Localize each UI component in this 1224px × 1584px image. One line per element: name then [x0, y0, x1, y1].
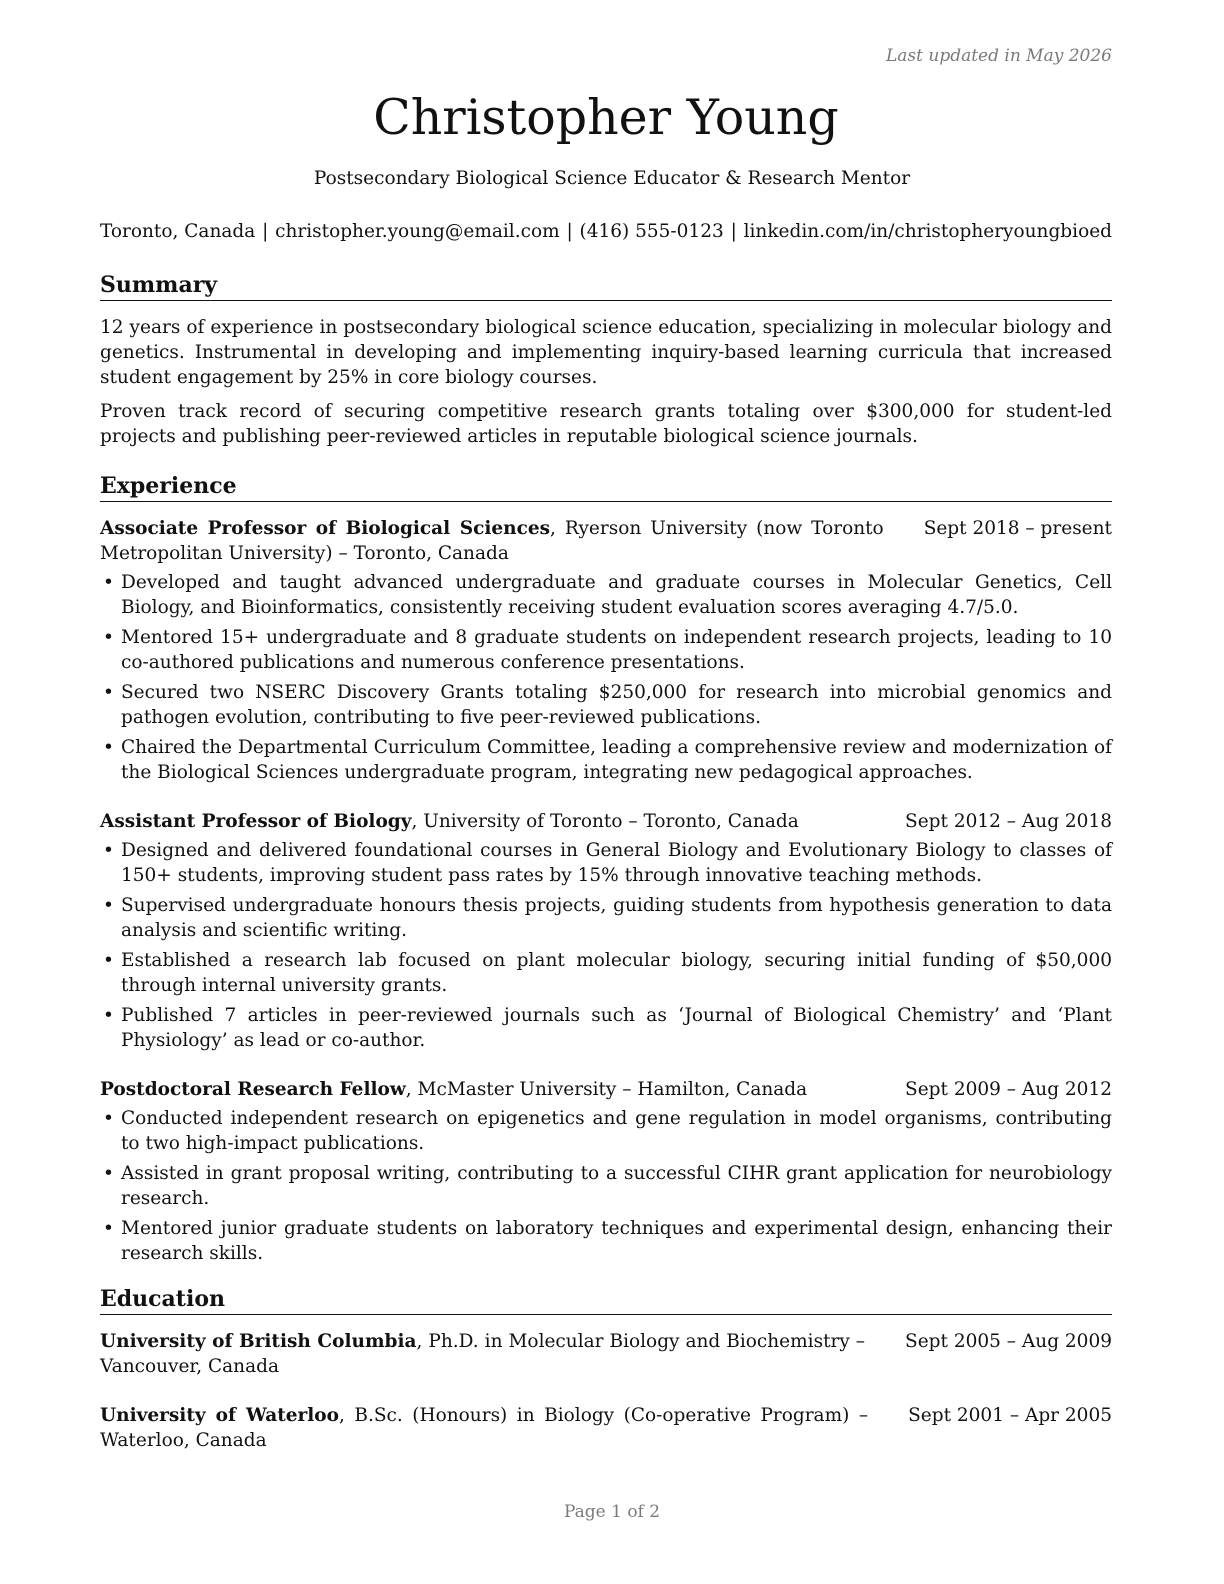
section-title-experience: Experience [100, 471, 1112, 502]
bullet-item: • Assisted in grant proposal writing, contributing to a successful CIHR grant application for neurobiology research. [100, 1161, 1112, 1211]
education-dates: Sept 2001 – Apr 2005 [908, 1405, 1112, 1426]
education-dates: Sept 2005 – Aug 2009 [905, 1331, 1112, 1352]
job-bullets [100, 838, 1112, 1053]
education-entry [100, 1329, 1112, 1379]
candidate-tagline: Postsecondary Biological Science Educator & Research Mentor [313, 168, 911, 189]
last-updated-note: Last updated in May 2026 [885, 46, 1112, 66]
degree-detail: , B.Sc. (Honours) in Biology (Co-operative Program) – Waterloo, Canada [100, 1405, 869, 1451]
job-title: Postdoctoral Research Fellow [100, 1079, 406, 1100]
school-name: University of British Columbia [100, 1331, 417, 1352]
section-title-education: Education [100, 1284, 1112, 1315]
bullet-item: • Secured two NSERC Discovery Grants totaling $250,000 for research into microbial genomics and pathogen evolution, contributing to five peer-reviewed publications. [100, 680, 1112, 730]
job-dates: Sept 2009 – Aug 2012 [905, 1079, 1112, 1100]
experience-entry [100, 809, 1112, 1053]
summary-paragraph: Proven track record of securing competitive research grants totaling over $300,000 for student-led projects and publishing peer-reviewed articles in reputable biological science journals. [100, 401, 1112, 447]
job-title: Assistant Professor of Biology [100, 811, 412, 832]
job-title: Associate Professor of Biological Sciences [100, 518, 551, 539]
education-entry [100, 1403, 1112, 1453]
contact-linkedin[interactable]: linkedin.com/in/christopheryoungbioed [743, 221, 1112, 242]
contact-location: Toronto, Canada [100, 221, 256, 242]
bullet-item: • Supervised undergraduate honours thesis projects, guiding students from hypothesis generation to data analysis and scientific writing. [100, 893, 1112, 943]
job-dates: Sept 2012 – Aug 2018 [905, 811, 1112, 832]
contact-phone[interactable]: (416) 555-0123 [579, 221, 724, 242]
candidate-name: Christopher Young [373, 89, 839, 146]
summary-paragraph: 12 years of experience in postsecondary biological science education, specializing in molecular biology and genetics. Instrumental in developing and implementing inquiry-based learning curricula that increased student engagement by 25% in core biology courses. [100, 317, 1112, 388]
experience-entry [100, 1077, 1112, 1266]
bullet-item: • Conducted independent research on epigenetics and gene regulation in model organisms, contributing to two high-impact publications. [100, 1106, 1112, 1156]
contact-email[interactable]: christopher.young@email.com [275, 221, 560, 242]
job-bullets [100, 1106, 1112, 1266]
job-organization: , Ryerson University (now Toronto Metropolitan University) – Toronto, Canada [100, 518, 884, 564]
contact-separator: | [262, 221, 269, 242]
experience-entry [100, 516, 1112, 785]
bullet-item: • Designed and delivered foundational courses in General Biology and Evolutionary Biology to classes of 150+ students, improving student pass rates by 15% through innovative teaching methods. [100, 838, 1112, 888]
job-dates: Sept 2018 – present [923, 518, 1112, 539]
school-name: University of Waterloo [100, 1405, 339, 1426]
contact-separator: | [730, 221, 737, 242]
degree-detail: , Ph.D. in Molecular Biology and Biochemistry – Vancouver, Canada [100, 1331, 866, 1377]
job-organization: , University of Toronto – Toronto, Canada [411, 811, 799, 832]
bullet-item: • Mentored junior graduate students on laboratory techniques and experimental design, enhancing their research skills. [100, 1216, 1112, 1266]
job-organization: , McMaster University – Hamilton, Canada [405, 1079, 808, 1100]
contact-line [100, 219, 1112, 244]
bullet-item: • Published 7 articles in peer-reviewed journals such as ‘Journal of Biological Chemistry’ and ‘Plant Physiology’ as lead or co-author. [100, 1003, 1112, 1053]
contact-separator: | [566, 221, 573, 242]
bullet-item: • Mentored 15+ undergraduate and 8 graduate students on independent research projects, leading to 10 co-authored publications and numerous conference presentations. [100, 625, 1112, 675]
bullet-item: • Chaired the Departmental Curriculum Committee, leading a comprehensive review and modernization of the Biological Sciences undergraduate program, integrating new pedagogical approaches. [100, 735, 1112, 785]
bullet-item: • Established a research lab focused on plant molecular biology, securing initial funding of $50,000 through internal university grants. [100, 948, 1112, 998]
page-number: Page 1 of 2 [563, 1502, 661, 1522]
job-bullets [100, 570, 1112, 785]
bullet-item: • Developed and taught advanced undergraduate and graduate courses in Molecular Genetics, Cell Biology, and Bioinformatics, consistently receiving student evaluation scores averaging 4.7/5.0. [100, 570, 1112, 620]
section-title-summary: Summary [100, 270, 1112, 301]
resume-body [100, 270, 1112, 1453]
